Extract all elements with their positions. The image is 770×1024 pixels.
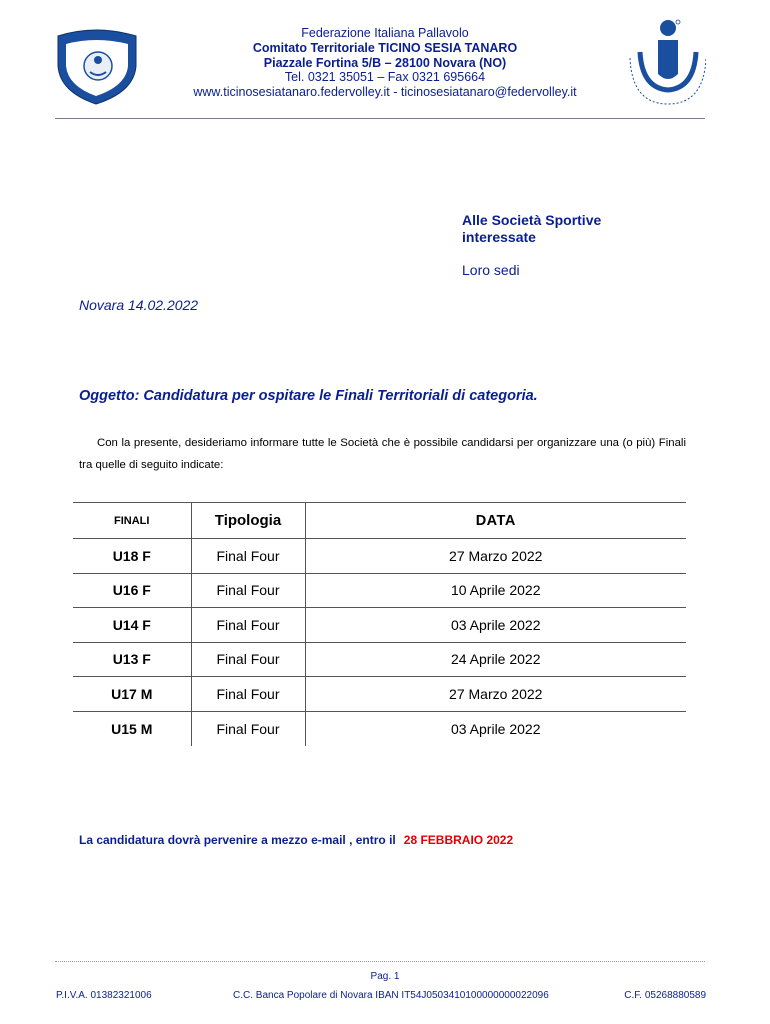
footer-divider xyxy=(55,961,705,962)
recipient-line-3: Loro sedi xyxy=(462,262,520,278)
recipients-block xyxy=(462,212,601,279)
cell-type: Final Four xyxy=(191,573,305,608)
recipient-line-2: interessate xyxy=(462,229,536,245)
letter-subject: Oggetto: Candidatura per ospitare le Finali Territoriali di categoria. xyxy=(79,388,538,404)
cell-category: U16 F xyxy=(73,573,191,608)
committee-web-email[interactable]: www.ticinosesiatanaro.federvolley.it - ticinosesiatanaro@federvolley.it xyxy=(193,85,577,100)
fipav-logo xyxy=(622,18,706,106)
table-row xyxy=(73,539,686,574)
header-divider xyxy=(55,118,705,119)
deadline-notice xyxy=(79,833,513,847)
header-finali: FINALI xyxy=(73,503,191,539)
cell-date: 03 Aprile 2022 xyxy=(305,711,686,746)
table-row xyxy=(73,677,686,712)
deadline-date: 28 FEBBRAIO 2022 xyxy=(403,833,514,847)
letterhead xyxy=(150,26,620,100)
footer-piva: P.I.V.A. 01382321006 xyxy=(56,990,152,1001)
cell-category: U18 F xyxy=(73,539,191,574)
federation-name: Federazione Italiana Pallavolo xyxy=(301,26,469,40)
cell-date: 27 Marzo 2022 xyxy=(305,677,686,712)
page-number: Pag. 1 xyxy=(370,971,400,982)
cell-date: 27 Marzo 2022 xyxy=(305,539,686,574)
header-data: DATA xyxy=(305,503,686,539)
table-row xyxy=(73,711,686,746)
table-row xyxy=(73,608,686,643)
cell-type: Final Four xyxy=(191,642,305,677)
footer-cf: C.F. 05268880589 xyxy=(624,990,706,1001)
intro-paragraph: Con la presente, desideriamo informare tutte le Società che è possibile candidarsi per organizzare una (o più) Finali tra quelle di seguito indicate: xyxy=(79,437,686,471)
header-tipologia: Tipologia xyxy=(191,503,305,539)
cell-category: U15 M xyxy=(111,720,153,737)
table-row xyxy=(73,642,686,677)
footer-bank: C.C. Banca Popolare di Novara IBAN IT54J0503410100000000022096 xyxy=(233,990,549,1001)
cell-category: U13 F xyxy=(73,642,191,677)
cell-category: U17 M xyxy=(73,677,191,712)
finals-table xyxy=(73,502,686,746)
cell-date: 24 Aprile 2022 xyxy=(305,642,686,677)
committee-address: Piazzale Fortina 5/B – 28100 Novara (NO) xyxy=(263,55,507,70)
committee-name: Comitato Territoriale TICINO SESIA TANARO xyxy=(252,40,518,55)
committee-phone: Tel. 0321 35051 – Fax 0321 695664 xyxy=(284,70,486,85)
table-header-row xyxy=(73,503,686,539)
recipient-line-1: Alle Società Sportive xyxy=(462,212,602,228)
letter-date: Novara 14.02.2022 xyxy=(79,297,199,313)
cell-type: Final Four xyxy=(191,608,305,643)
cell-type: Final Four xyxy=(191,677,305,712)
cell-date: 03 Aprile 2022 xyxy=(305,608,686,643)
cell-type: Final Four xyxy=(191,539,305,574)
deadline-text: La candidatura dovrà pervenire a mezzo e-mail , entro il xyxy=(79,833,396,847)
committee-logo xyxy=(52,26,140,106)
cell-date: 10 Aprile 2022 xyxy=(305,573,686,608)
table-row xyxy=(73,573,686,608)
cell-category: U14 F xyxy=(73,608,191,643)
cell-type: Final Four xyxy=(191,711,305,746)
